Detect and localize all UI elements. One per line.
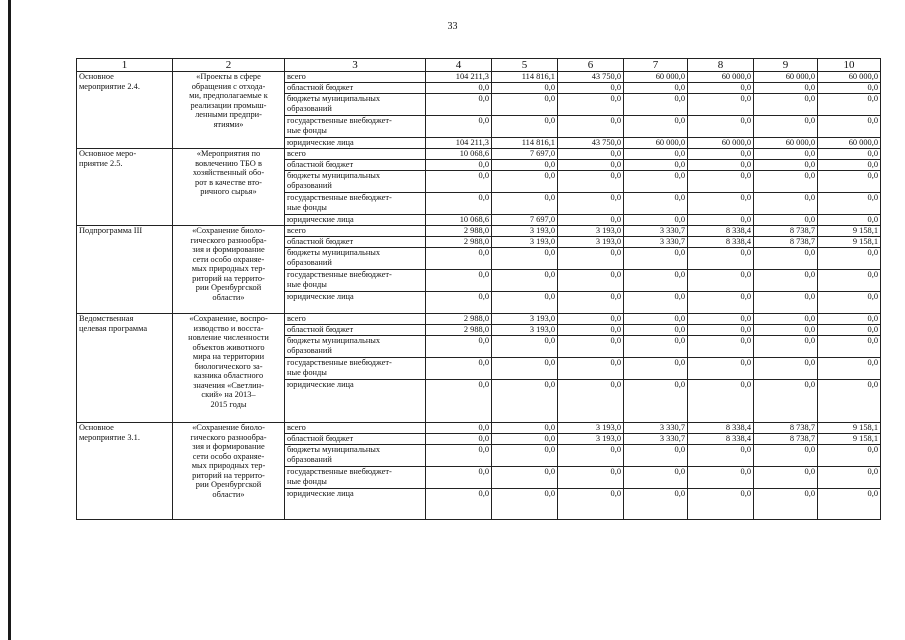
value-cell-col-8: 0,0 — [688, 248, 754, 270]
value-cell-col-10: 0,0 — [818, 336, 881, 358]
value-cell-col-6: 0,0 — [558, 336, 624, 358]
value-cell-col-10: 9 158,1 — [818, 237, 881, 248]
value-cell-col-7: 0,0 — [624, 292, 688, 314]
value-cell-col-6: 3 193,0 — [558, 423, 624, 434]
value-cell-col-8: 8 338,4 — [688, 226, 754, 237]
funding-source-cell: юридические лица — [285, 292, 426, 314]
funding-source-cell: государственные внебюджет- ные фонды — [285, 358, 426, 380]
table-body — [77, 72, 881, 520]
value-cell-col-7: 0,0 — [624, 215, 688, 226]
value-cell-col-10: 0,0 — [818, 248, 881, 270]
program-name-cell: Ведомственная целевая программа — [77, 314, 173, 423]
header-col-8: 8 — [688, 59, 754, 72]
funding-source-cell: юридические лица — [285, 138, 426, 149]
funding-source-cell: всего — [285, 314, 426, 325]
value-cell-col-8: 60 000,0 — [688, 138, 754, 149]
value-cell-col-7: 3 330,7 — [624, 237, 688, 248]
funding-source-cell: областной бюджет — [285, 83, 426, 94]
value-cell-col-4: 0,0 — [426, 423, 492, 434]
program-description-cell: «Сохранение биоло- гического разнообра- зия и формирование сети особо охраняе- мых природных тер- риторий на террито- рии Оренбургской области» — [173, 226, 285, 314]
program-name-cell: Подпрограмма III — [77, 226, 173, 314]
program-description-cell: «Сохранение, воспро- изводство и восста- новление численности объектов животного мира на территории биологического за- казника областного значения «Светлин- ский» на 2013– 2015 годы — [173, 314, 285, 423]
value-cell-col-8: 0,0 — [688, 467, 754, 489]
value-cell-col-6: 0,0 — [558, 325, 624, 336]
value-cell-col-9: 0,0 — [754, 149, 818, 160]
value-cell-col-7: 0,0 — [624, 116, 688, 138]
funding-source-cell: бюджеты муниципальных образований — [285, 171, 426, 193]
value-cell-col-4: 0,0 — [426, 489, 492, 520]
value-cell-col-9: 0,0 — [754, 292, 818, 314]
value-cell-col-4: 2 988,0 — [426, 237, 492, 248]
program-name-cell: Основное меро- приятие 2.5. — [77, 149, 173, 226]
value-cell-col-5: 0,0 — [492, 467, 558, 489]
value-cell-col-6: 43 750,0 — [558, 138, 624, 149]
value-cell-col-5: 3 193,0 — [492, 325, 558, 336]
program-name-cell: Основное мероприятие 2.4. — [77, 72, 173, 149]
value-cell-col-10: 0,0 — [818, 489, 881, 520]
value-cell-col-4: 10 068,6 — [426, 149, 492, 160]
value-cell-col-9: 0,0 — [754, 314, 818, 325]
header-col-10: 10 — [818, 59, 881, 72]
value-cell-col-9: 0,0 — [754, 325, 818, 336]
value-cell-col-8: 0,0 — [688, 336, 754, 358]
program-description-cell: «Сохранение биоло- гического разнообра- зия и формирование сети особо охраняе- мых природных тер- риторий на террито- рии Оренбургской области» — [173, 423, 285, 520]
value-cell-col-10: 0,0 — [818, 149, 881, 160]
value-cell-col-8: 0,0 — [688, 270, 754, 292]
value-cell-col-10: 0,0 — [818, 193, 881, 215]
value-cell-col-10: 0,0 — [818, 358, 881, 380]
value-cell-col-7: 0,0 — [624, 83, 688, 94]
value-cell-col-5: 0,0 — [492, 171, 558, 193]
value-cell-col-8: 0,0 — [688, 358, 754, 380]
funding-source-cell: бюджеты муниципальных образований — [285, 248, 426, 270]
value-cell-col-8: 0,0 — [688, 116, 754, 138]
value-cell-col-8: 0,0 — [688, 171, 754, 193]
funding-source-cell: государственные внебюджет- ные фонды — [285, 116, 426, 138]
value-cell-col-4: 0,0 — [426, 445, 492, 467]
value-cell-col-8: 60 000,0 — [688, 72, 754, 83]
funding-source-cell: юридические лица — [285, 215, 426, 226]
funding-source-cell: всего — [285, 72, 426, 83]
funding-source-cell: юридические лица — [285, 380, 426, 423]
value-cell-col-7: 0,0 — [624, 380, 688, 423]
header-col-4: 4 — [426, 59, 492, 72]
value-cell-col-4: 0,0 — [426, 248, 492, 270]
header-col-7: 7 — [624, 59, 688, 72]
funding-source-cell: всего — [285, 423, 426, 434]
value-cell-col-5: 114 816,1 — [492, 72, 558, 83]
value-cell-col-8: 8 338,4 — [688, 237, 754, 248]
value-cell-col-9: 0,0 — [754, 270, 818, 292]
value-cell-col-8: 0,0 — [688, 83, 754, 94]
table-row — [77, 149, 881, 160]
value-cell-col-4: 0,0 — [426, 380, 492, 423]
value-cell-col-5: 0,0 — [492, 489, 558, 520]
value-cell-col-8: 0,0 — [688, 94, 754, 116]
value-cell-col-7: 0,0 — [624, 445, 688, 467]
value-cell-col-6: 0,0 — [558, 193, 624, 215]
value-cell-col-7: 0,0 — [624, 467, 688, 489]
value-cell-col-4: 0,0 — [426, 358, 492, 380]
value-cell-col-7: 3 330,7 — [624, 423, 688, 434]
value-cell-col-7: 0,0 — [624, 171, 688, 193]
value-cell-col-5: 0,0 — [492, 270, 558, 292]
value-cell-col-10: 0,0 — [818, 83, 881, 94]
value-cell-col-7: 0,0 — [624, 489, 688, 520]
value-cell-col-4: 104 211,3 — [426, 138, 492, 149]
header-col-1: 1 — [77, 59, 173, 72]
value-cell-col-5: 3 193,0 — [492, 237, 558, 248]
value-cell-col-10: 0,0 — [818, 270, 881, 292]
value-cell-col-7: 0,0 — [624, 94, 688, 116]
value-cell-col-8: 0,0 — [688, 325, 754, 336]
program-description-cell: «Проекты в сфере обращения с отхода- ми, предполагаемые к реализации промыш- ленными предпри- ятиями» — [173, 72, 285, 149]
header-col-3: 3 — [285, 59, 426, 72]
value-cell-col-8: 0,0 — [688, 193, 754, 215]
value-cell-col-6: 0,0 — [558, 489, 624, 520]
value-cell-col-6: 3 193,0 — [558, 237, 624, 248]
value-cell-col-9: 0,0 — [754, 193, 818, 215]
funding-source-cell: областной бюджет — [285, 434, 426, 445]
value-cell-col-9: 0,0 — [754, 116, 818, 138]
value-cell-col-6: 0,0 — [558, 467, 624, 489]
header-col-6: 6 — [558, 59, 624, 72]
value-cell-col-6: 0,0 — [558, 83, 624, 94]
header-row — [77, 59, 881, 72]
value-cell-col-9: 0,0 — [754, 380, 818, 423]
value-cell-col-5: 0,0 — [492, 116, 558, 138]
page-number: 33 — [447, 21, 458, 32]
value-cell-col-9: 8 738,7 — [754, 226, 818, 237]
funding-source-cell: государственные внебюджет- ные фонды — [285, 193, 426, 215]
value-cell-col-6: 0,0 — [558, 160, 624, 171]
value-cell-col-10: 0,0 — [818, 325, 881, 336]
value-cell-col-7: 0,0 — [624, 160, 688, 171]
funding-source-cell: бюджеты муниципальных образований — [285, 336, 426, 358]
header-col-5: 5 — [492, 59, 558, 72]
value-cell-col-6: 3 193,0 — [558, 434, 624, 445]
value-cell-col-7: 0,0 — [624, 325, 688, 336]
value-cell-col-6: 0,0 — [558, 380, 624, 423]
value-cell-col-6: 0,0 — [558, 445, 624, 467]
value-cell-col-4: 2 988,0 — [426, 226, 492, 237]
value-cell-col-8: 0,0 — [688, 160, 754, 171]
value-cell-col-7: 0,0 — [624, 248, 688, 270]
value-cell-col-6: 0,0 — [558, 248, 624, 270]
value-cell-col-4: 0,0 — [426, 336, 492, 358]
value-cell-col-4: 2 988,0 — [426, 314, 492, 325]
table-row — [77, 314, 881, 325]
value-cell-col-7: 0,0 — [624, 149, 688, 160]
table-row — [77, 226, 881, 237]
value-cell-col-6: 0,0 — [558, 270, 624, 292]
value-cell-col-4: 2 988,0 — [426, 325, 492, 336]
value-cell-col-8: 0,0 — [688, 314, 754, 325]
value-cell-col-9: 0,0 — [754, 248, 818, 270]
value-cell-col-5: 0,0 — [492, 160, 558, 171]
funding-source-cell: областной бюджет — [285, 237, 426, 248]
table-row — [77, 423, 881, 434]
value-cell-col-8: 0,0 — [688, 292, 754, 314]
budget-table — [76, 58, 881, 520]
value-cell-col-4: 0,0 — [426, 270, 492, 292]
value-cell-col-8: 8 338,4 — [688, 423, 754, 434]
funding-source-cell: юридические лица — [285, 489, 426, 520]
funding-source-cell: бюджеты муниципальных образований — [285, 94, 426, 116]
value-cell-col-9: 0,0 — [754, 489, 818, 520]
value-cell-col-10: 0,0 — [818, 380, 881, 423]
value-cell-col-9: 0,0 — [754, 83, 818, 94]
value-cell-col-7: 0,0 — [624, 270, 688, 292]
value-cell-col-10: 0,0 — [818, 467, 881, 489]
value-cell-col-7: 3 330,7 — [624, 226, 688, 237]
funding-source-cell: всего — [285, 149, 426, 160]
value-cell-col-7: 0,0 — [624, 314, 688, 325]
value-cell-col-5: 3 193,0 — [492, 314, 558, 325]
value-cell-col-10: 9 158,1 — [818, 226, 881, 237]
scan-edge-bar — [8, 0, 11, 640]
value-cell-col-10: 9 158,1 — [818, 434, 881, 445]
program-description-cell: «Мероприятия по вовлечению ТБО в хозяйственный обо- рот в качестве вто- ричного сырья» — [173, 149, 285, 226]
value-cell-col-10: 0,0 — [818, 160, 881, 171]
value-cell-col-5: 0,0 — [492, 248, 558, 270]
value-cell-col-10: 0,0 — [818, 94, 881, 116]
value-cell-col-4: 0,0 — [426, 160, 492, 171]
value-cell-col-5: 0,0 — [492, 83, 558, 94]
value-cell-col-10: 0,0 — [818, 314, 881, 325]
value-cell-col-6: 0,0 — [558, 358, 624, 380]
value-cell-col-6: 0,0 — [558, 94, 624, 116]
value-cell-col-4: 0,0 — [426, 193, 492, 215]
value-cell-col-10: 60 000,0 — [818, 72, 881, 83]
value-cell-col-7: 60 000,0 — [624, 138, 688, 149]
funding-source-cell: бюджеты муниципальных образований — [285, 445, 426, 467]
value-cell-col-5: 0,0 — [492, 358, 558, 380]
value-cell-col-8: 0,0 — [688, 380, 754, 423]
value-cell-col-8: 0,0 — [688, 149, 754, 160]
value-cell-col-5: 0,0 — [492, 193, 558, 215]
value-cell-col-4: 0,0 — [426, 292, 492, 314]
value-cell-col-8: 0,0 — [688, 489, 754, 520]
value-cell-col-9: 0,0 — [754, 160, 818, 171]
value-cell-col-7: 60 000,0 — [624, 72, 688, 83]
value-cell-col-5: 0,0 — [492, 445, 558, 467]
value-cell-col-6: 0,0 — [558, 171, 624, 193]
value-cell-col-6: 0,0 — [558, 215, 624, 226]
value-cell-col-10: 0,0 — [818, 215, 881, 226]
value-cell-col-4: 0,0 — [426, 467, 492, 489]
value-cell-col-7: 0,0 — [624, 336, 688, 358]
value-cell-col-6: 0,0 — [558, 149, 624, 160]
value-cell-col-9: 0,0 — [754, 445, 818, 467]
value-cell-col-9: 0,0 — [754, 467, 818, 489]
value-cell-col-4: 0,0 — [426, 83, 492, 94]
funding-source-cell: всего — [285, 226, 426, 237]
value-cell-col-5: 114 816,1 — [492, 138, 558, 149]
funding-source-cell: государственные внебюджет- ные фонды — [285, 270, 426, 292]
value-cell-col-9: 8 738,7 — [754, 423, 818, 434]
value-cell-col-5: 0,0 — [492, 94, 558, 116]
value-cell-col-8: 0,0 — [688, 445, 754, 467]
value-cell-col-9: 0,0 — [754, 358, 818, 380]
value-cell-col-4: 104 211,3 — [426, 72, 492, 83]
value-cell-col-5: 0,0 — [492, 336, 558, 358]
value-cell-col-9: 0,0 — [754, 94, 818, 116]
value-cell-col-7: 3 330,7 — [624, 434, 688, 445]
value-cell-col-4: 0,0 — [426, 434, 492, 445]
value-cell-col-10: 0,0 — [818, 445, 881, 467]
value-cell-col-7: 0,0 — [624, 358, 688, 380]
value-cell-col-4: 10 068,6 — [426, 215, 492, 226]
value-cell-col-7: 0,0 — [624, 193, 688, 215]
value-cell-col-10: 0,0 — [818, 292, 881, 314]
value-cell-col-5: 0,0 — [492, 434, 558, 445]
value-cell-col-9: 0,0 — [754, 171, 818, 193]
value-cell-col-5: 0,0 — [492, 292, 558, 314]
value-cell-col-10: 0,0 — [818, 171, 881, 193]
value-cell-col-5: 7 697,0 — [492, 215, 558, 226]
program-name-cell: Основное мероприятие 3.1. — [77, 423, 173, 520]
value-cell-col-10: 9 158,1 — [818, 423, 881, 434]
value-cell-col-9: 8 738,7 — [754, 237, 818, 248]
value-cell-col-5: 0,0 — [492, 380, 558, 423]
header-col-9: 9 — [754, 59, 818, 72]
value-cell-col-10: 60 000,0 — [818, 138, 881, 149]
value-cell-col-8: 8 338,4 — [688, 434, 754, 445]
value-cell-col-9: 60 000,0 — [754, 138, 818, 149]
value-cell-col-9: 60 000,0 — [754, 72, 818, 83]
value-cell-col-9: 8 738,7 — [754, 434, 818, 445]
value-cell-col-5: 7 697,0 — [492, 149, 558, 160]
funding-source-cell: государственные внебюджет- ные фонды — [285, 467, 426, 489]
value-cell-col-5: 0,0 — [492, 423, 558, 434]
value-cell-col-5: 3 193,0 — [492, 226, 558, 237]
value-cell-col-9: 0,0 — [754, 215, 818, 226]
value-cell-col-4: 0,0 — [426, 171, 492, 193]
value-cell-col-4: 0,0 — [426, 94, 492, 116]
value-cell-col-4: 0,0 — [426, 116, 492, 138]
funding-source-cell: областной бюджет — [285, 325, 426, 336]
value-cell-col-6: 0,0 — [558, 314, 624, 325]
value-cell-col-6: 0,0 — [558, 292, 624, 314]
header-col-2: 2 — [173, 59, 285, 72]
value-cell-col-9: 0,0 — [754, 336, 818, 358]
value-cell-col-10: 0,0 — [818, 116, 881, 138]
value-cell-col-6: 43 750,0 — [558, 72, 624, 83]
value-cell-col-8: 0,0 — [688, 215, 754, 226]
value-cell-col-6: 3 193,0 — [558, 226, 624, 237]
funding-source-cell: областной бюджет — [285, 160, 426, 171]
value-cell-col-6: 0,0 — [558, 116, 624, 138]
table-row — [77, 72, 881, 83]
